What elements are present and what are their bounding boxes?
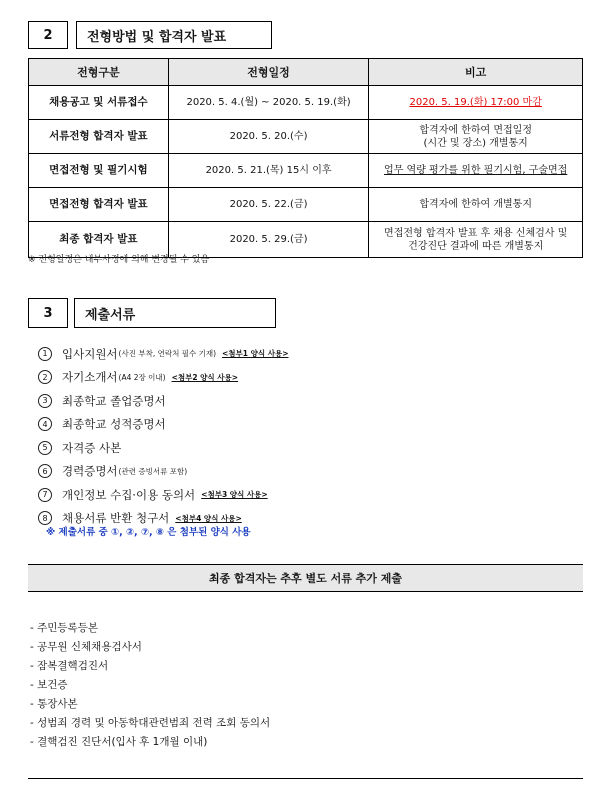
- list-item: - 잠복결핵검진서: [30, 660, 109, 672]
- header-note: 비고: [369, 59, 583, 86]
- item-number: 5: [38, 441, 52, 455]
- row-note-line2: (시간 및 장소) 개별통지: [423, 137, 528, 149]
- document-name: 자기소개서: [62, 370, 118, 385]
- row-date: 2020. 5. 4.(월) ~ 2020. 5. 19.(화): [168, 86, 369, 120]
- list-item: [38, 389, 289, 413]
- item-number: 6: [38, 464, 52, 478]
- bottom-divider: [28, 778, 583, 779]
- document-name: 채용서류 반환 청구서: [62, 511, 170, 526]
- row-note-line2: 건강진단 결과에 따른 개별통지: [408, 240, 544, 252]
- list-item: [38, 366, 289, 390]
- row-category: 면접전형 및 필기시험: [29, 154, 169, 188]
- final-docs-header: 최종 합격자는 추후 별도 서류 추가 제출: [28, 564, 583, 592]
- document-name: 최종학교 성적증명서: [62, 417, 166, 432]
- document-name: 자격증 사본: [62, 440, 122, 455]
- table-row: [29, 188, 583, 222]
- item-number: 4: [38, 417, 52, 431]
- item-number: 7: [38, 488, 52, 502]
- list-item: - 주민등록등본: [30, 622, 98, 634]
- item-number: 1: [38, 347, 52, 361]
- section-3-title: 제출서류: [74, 298, 276, 328]
- row-date: 2020. 5. 20.(수): [168, 120, 369, 154]
- schedule-header-row: [29, 59, 583, 86]
- list-item: [38, 413, 289, 437]
- attachment-label: <첨부3 양식 사용>: [201, 490, 268, 500]
- deadline-text: 2020. 5. 19.(화) 17:00 마감: [409, 97, 542, 108]
- row-category: 채용공고 및 서류접수: [29, 86, 169, 120]
- row-date: 2020. 5. 29.(금): [168, 222, 369, 258]
- row-date: 2020. 5. 22.(금): [168, 188, 369, 222]
- document-name: 최종학교 졸업증명서: [62, 393, 166, 408]
- attachment-label: <첨부4 양식 사용>: [175, 513, 242, 523]
- section-2-number: 2: [28, 21, 68, 49]
- row-note: [369, 222, 583, 258]
- row-note: [369, 154, 583, 188]
- final-docs-list: [30, 620, 270, 753]
- schedule-footnote: ※ 전형일정은 내부사정에 의해 변경될 수 있음: [28, 255, 210, 265]
- documents-list: [38, 342, 289, 530]
- list-item: [38, 460, 289, 484]
- header-date: 전형일정: [168, 59, 369, 86]
- documents-note: ※ 제출서류 중 ①, ②, ⑦, ⑧ 은 첨부된 양식 사용: [46, 527, 251, 538]
- row-note-line1: 업무 역량 평가를 위한 필기시험, 구술면접: [384, 165, 568, 176]
- document-detail: (관련 증빙서류 포함): [118, 466, 188, 476]
- list-item: - 통장사본: [30, 698, 78, 710]
- list-item: [38, 436, 289, 460]
- section-3-header: [28, 298, 276, 328]
- table-row: [29, 154, 583, 188]
- table-row: [29, 120, 583, 154]
- row-note: 합격자에 한하여 개별통지: [369, 188, 583, 222]
- list-item: - 성범죄 경력 및 아동학대관련범죄 전력 조회 동의서: [30, 717, 271, 729]
- row-category: 서류전형 합격자 발표: [29, 120, 169, 154]
- section-3-number: 3: [28, 298, 68, 328]
- row-category: 최종 합격자 발표: [29, 222, 169, 258]
- item-number: 2: [38, 370, 52, 384]
- row-note-line1: 면접전형 합격자 발표 후 채용 신체검사 및: [384, 227, 568, 239]
- schedule-table: [28, 58, 583, 258]
- document-name: 입사지원서: [62, 346, 118, 361]
- document-detail: (A4 2장 이내): [118, 372, 166, 382]
- row-note: [369, 120, 583, 154]
- list-item: [38, 342, 289, 366]
- table-row: [29, 86, 583, 120]
- attachment-label: <첨부1 양식 사용>: [222, 349, 289, 359]
- row-date: 2020. 5. 21.(목) 15시 이후: [168, 154, 369, 188]
- list-item: - 결핵검진 진단서(입사 후 1개월 이내): [30, 736, 208, 748]
- row-note: [369, 86, 583, 120]
- list-item: - 보건증: [30, 679, 68, 691]
- document-detail: (사진 부착, 연락처 필수 기재): [118, 349, 217, 359]
- header-category: 전형구분: [29, 59, 169, 86]
- list-item: [38, 483, 289, 507]
- item-number: 3: [38, 394, 52, 408]
- section-2-title: 전형방법 및 합격자 발표: [76, 21, 272, 49]
- document-name: 개인정보 수집·이용 동의서: [62, 487, 196, 502]
- row-note-line1: 합격자에 한하여 면접일정: [419, 124, 532, 136]
- document-name: 경력증명서: [62, 464, 118, 479]
- row-category: 면접전형 합격자 발표: [29, 188, 169, 222]
- item-number: 8: [38, 511, 52, 525]
- list-item: - 공무원 신체채용검사서: [30, 641, 142, 653]
- section-2-header: [28, 21, 272, 49]
- attachment-label: <첨부2 양식 사용>: [171, 372, 239, 382]
